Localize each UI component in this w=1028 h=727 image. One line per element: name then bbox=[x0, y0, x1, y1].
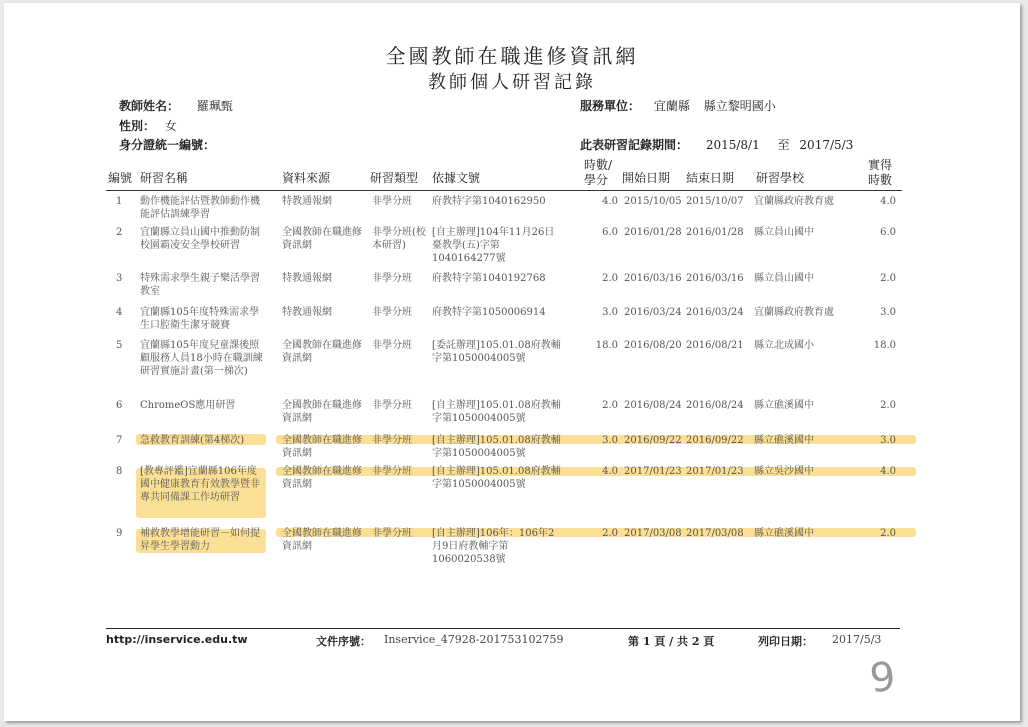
row-credit: 2.0 bbox=[880, 273, 896, 284]
row-start: 2017/01/23 bbox=[624, 466, 682, 477]
study-record-table bbox=[106, 156, 902, 565]
row-name: ChromeOS應用研習 bbox=[140, 400, 236, 411]
row-no: 2 bbox=[116, 227, 123, 238]
handwritten-number: 9 bbox=[867, 653, 898, 703]
header-doc: 依據文號 bbox=[432, 171, 481, 185]
row-start: 2016/08/20 bbox=[624, 340, 682, 351]
unit-label: 服務單位： bbox=[580, 99, 641, 113]
footer-print-label: 列印日期： bbox=[758, 635, 813, 648]
row-source: 全國教師在職進修資訊網 bbox=[282, 528, 362, 552]
header-credit-2: 時數 bbox=[868, 173, 893, 187]
period-end: 2017/5/3 bbox=[799, 138, 854, 152]
row-no: 5 bbox=[116, 340, 123, 351]
teacher-name-label: 教師姓名： bbox=[119, 99, 180, 113]
footer-page-info: 第 1 頁 / 共 2 頁 bbox=[628, 635, 715, 648]
row-school: 宜蘭縣政府教育處 bbox=[754, 196, 834, 207]
row-no: 6 bbox=[116, 400, 123, 411]
row-source: 特教通報網 bbox=[282, 196, 332, 207]
row-end: 2016/03/24 bbox=[686, 307, 744, 318]
row-doc: 府教特字第1040162950 bbox=[432, 196, 546, 207]
row-doc: 府教特字第1050006914 bbox=[432, 307, 546, 318]
row-name: 特殊需求學生親子樂活學習教室 bbox=[140, 273, 260, 297]
row-credit: 3.0 bbox=[880, 307, 896, 318]
gender-line bbox=[119, 117, 177, 134]
row-end: 2016/09/22 bbox=[686, 435, 744, 446]
footer-print-date: 2017/5/3 bbox=[832, 633, 882, 646]
row-hours: 2.0 bbox=[602, 273, 618, 284]
header-start: 開始日期 bbox=[622, 171, 671, 185]
document-page bbox=[4, 3, 1020, 721]
row-name: 急救教育訓練(第4梯次) bbox=[140, 435, 245, 446]
id-label: 身分證統一編號： bbox=[119, 138, 216, 152]
header-source: 資料來源 bbox=[282, 171, 331, 185]
period-to: 至 bbox=[777, 138, 790, 152]
row-credit: 6.0 bbox=[880, 227, 896, 238]
period-start: 2015/8/1 bbox=[705, 138, 760, 152]
header-end: 結束日期 bbox=[686, 171, 735, 185]
row-school: 縣立礁溪國中 bbox=[754, 528, 814, 539]
row-hours: 3.0 bbox=[602, 307, 618, 318]
gender-label: 性別： bbox=[119, 119, 156, 133]
row-end: 2017/03/08 bbox=[686, 528, 744, 539]
row-school: 宜蘭縣政府教育處 bbox=[754, 307, 834, 318]
row-source: 特教通報網 bbox=[282, 307, 332, 318]
row-source: 全國教師在職進修資訊網 bbox=[282, 227, 362, 251]
row-hours: 3.0 bbox=[602, 435, 618, 446]
row-hours: 4.0 bbox=[602, 196, 618, 207]
row-no: 8 bbox=[116, 466, 123, 477]
document-title: 全國教師在職進修資訊網 bbox=[385, 44, 639, 68]
row-credit: 2.0 bbox=[880, 528, 896, 539]
row-no: 7 bbox=[116, 435, 123, 446]
row-type: 非學分班(校本研習) bbox=[372, 227, 426, 251]
header-school: 研習學校 bbox=[756, 171, 805, 185]
row-end: 2016/08/24 bbox=[686, 400, 744, 411]
row-end: 2015/10/07 bbox=[686, 196, 744, 207]
row-credit: 4.0 bbox=[880, 466, 896, 477]
row-hours: 2.0 bbox=[602, 400, 618, 411]
row-school: 縣立員山國中 bbox=[754, 273, 814, 284]
row-name: 補救教學增能研習－如何提昇學生學習動力 bbox=[140, 528, 260, 552]
unit-line bbox=[580, 97, 776, 114]
row-type: 非學分班 bbox=[372, 273, 412, 284]
row-school: 縣立北成國小 bbox=[754, 340, 814, 351]
row-credit: 18.0 bbox=[873, 340, 896, 351]
row-doc: 府教特字第1040192768 bbox=[432, 273, 546, 284]
row-start: 2016/01/28 bbox=[624, 227, 682, 238]
row-name: 宜蘭縣立員山國中推動防制校園霸凌安全學校研習 bbox=[140, 227, 260, 251]
row-type: 非學分班 bbox=[372, 196, 412, 207]
row-start: 2016/08/24 bbox=[624, 400, 682, 411]
row-start: 2017/03/08 bbox=[624, 528, 682, 539]
row-name: 動作機能評估暨教師動作機能評估訓練學習 bbox=[140, 196, 260, 220]
row-source: 全國教師在職進修資訊網 bbox=[282, 340, 362, 364]
row-end: 2017/01/23 bbox=[686, 466, 744, 477]
footer bbox=[106, 628, 900, 648]
period-label: 此表研習記錄期間： bbox=[580, 138, 689, 152]
row-source: 特教通報網 bbox=[282, 273, 332, 284]
row-doc: [自主辦理]105.01.08府教輔字第1050004005號 bbox=[432, 466, 561, 490]
row-name: 宜蘭縣105年度特殊需求學生口腔衛生潔牙競賽 bbox=[140, 307, 260, 331]
row-school: 縣立吳沙國中 bbox=[754, 466, 814, 477]
row-end: 2016/08/21 bbox=[686, 340, 744, 351]
row-hours: 2.0 bbox=[602, 528, 618, 539]
row-start: 2016/03/16 bbox=[624, 273, 682, 284]
row-hours: 18.0 bbox=[595, 340, 618, 351]
period-line bbox=[580, 136, 853, 153]
row-doc: [自主辦理]105.01.08府教輔字第1050004005號 bbox=[432, 400, 561, 424]
row-type: 非學分班 bbox=[372, 435, 412, 446]
row-no: 1 bbox=[116, 196, 123, 207]
row-name: 宜蘭縣105年度兒童課後照顧服務人員18小時在職訓練研習實施計畫(第一梯次) bbox=[140, 340, 263, 377]
row-start: 2016/09/22 bbox=[624, 435, 682, 446]
row-no: 9 bbox=[116, 528, 123, 539]
row-doc: [自主辦理]106年：106年2月9日府教輔字第1060020538號 bbox=[432, 528, 555, 565]
gender-value: 女 bbox=[164, 119, 177, 133]
row-hours: 6.0 bbox=[602, 227, 618, 238]
row-type: 非學分班 bbox=[372, 340, 412, 351]
row-end: 2016/01/28 bbox=[686, 227, 744, 238]
footer-url: http://inservice.edu.tw bbox=[106, 633, 248, 646]
row-type: 非學分班 bbox=[372, 528, 412, 539]
table-header bbox=[106, 156, 902, 191]
header-no: 編號 bbox=[108, 171, 133, 185]
row-source: 全國教師在職進修資訊網 bbox=[282, 466, 362, 490]
row-type: 非學分班 bbox=[372, 466, 412, 477]
header-hours-1: 時數/ bbox=[584, 158, 613, 172]
unit-county: 宜蘭縣 bbox=[653, 99, 690, 113]
teacher-name-value: 羅珮甄 bbox=[196, 99, 233, 113]
document-subtitle: 教師個人研習記錄 bbox=[428, 72, 596, 93]
row-end: 2016/03/16 bbox=[686, 273, 744, 284]
row-source: 全國教師在職進修資訊網 bbox=[282, 435, 362, 459]
footer-serial-label: 文件序號： bbox=[316, 635, 371, 648]
header-hours-2: 學分 bbox=[584, 173, 609, 187]
row-start: 2015/10/05 bbox=[624, 196, 682, 207]
id-line bbox=[119, 136, 215, 153]
row-credit: 4.0 bbox=[880, 196, 896, 207]
row-type: 非學分班 bbox=[372, 400, 412, 411]
header-name: 研習名稱 bbox=[140, 171, 189, 185]
row-school: 縣立礁溪國中 bbox=[754, 400, 814, 411]
row-credit: 3.0 bbox=[880, 435, 896, 446]
unit-school: 縣立黎明國小 bbox=[703, 99, 776, 113]
row-school: 縣立礁溪國中 bbox=[754, 435, 814, 446]
row-no: 4 bbox=[116, 307, 123, 318]
row-doc: [委託辦理]105.01.08府教輔字第1050004005號 bbox=[432, 340, 561, 364]
row-doc: [自主辦理]105.01.08府教輔字第1050004005號 bbox=[432, 435, 561, 459]
row-hours: 4.0 bbox=[602, 466, 618, 477]
row-no: 3 bbox=[116, 273, 123, 284]
title-block bbox=[4, 43, 1020, 95]
row-type: 非學分班 bbox=[372, 307, 412, 318]
footer-serial-value: Inservice_47928-201753102759 bbox=[384, 633, 564, 646]
row-start: 2016/03/24 bbox=[624, 307, 682, 318]
teacher-name-line bbox=[119, 97, 233, 114]
header-credit-1: 實得 bbox=[868, 158, 893, 172]
header-type: 研習類型 bbox=[370, 171, 419, 185]
row-doc: [自主辦理]104年11月26日臺教學(五)字第1040164277號 bbox=[432, 227, 555, 264]
row-credit: 2.0 bbox=[880, 400, 896, 411]
row-name: [教專評鑑]宜蘭縣106年度國中健康教育有效教學暨非專共同備課工作坊研習 bbox=[140, 466, 260, 503]
row-source: 全國教師在職進修資訊網 bbox=[282, 400, 362, 424]
row-school: 縣立員山國中 bbox=[754, 227, 814, 238]
